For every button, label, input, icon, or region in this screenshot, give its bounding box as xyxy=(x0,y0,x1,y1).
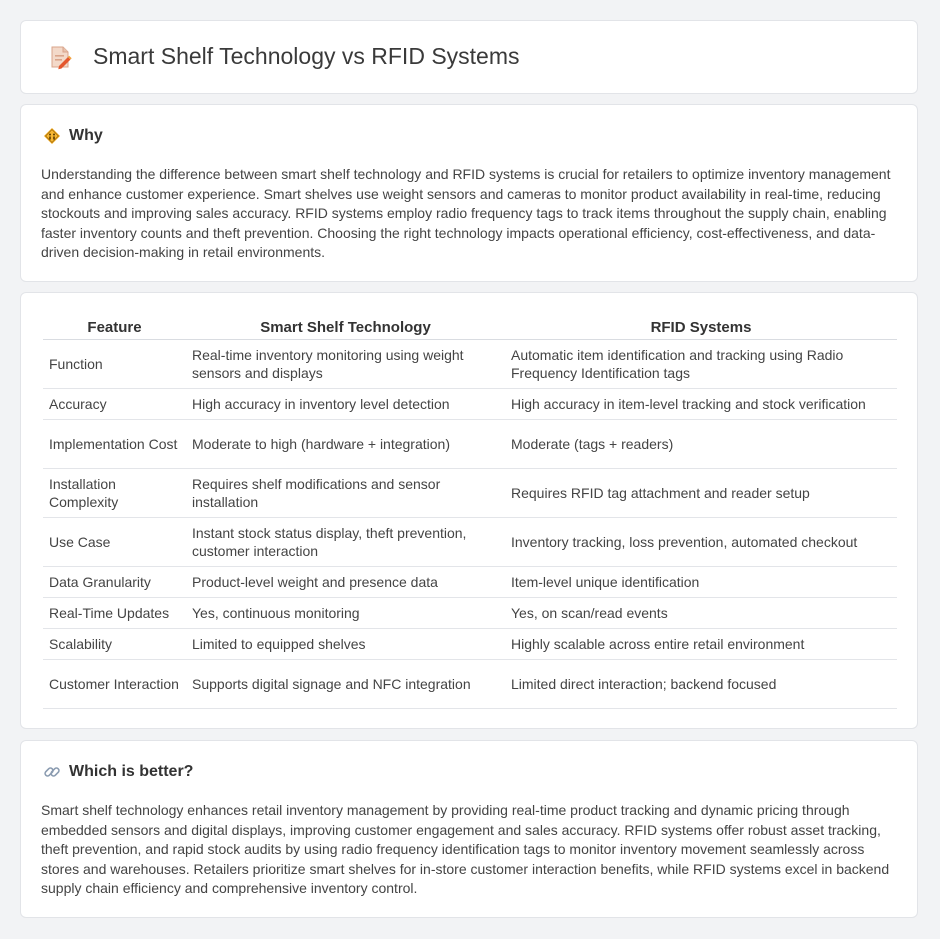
feature-cell: Customer Interaction xyxy=(43,660,186,709)
why-heading: Why xyxy=(69,127,103,144)
link-icon xyxy=(43,763,61,781)
feature-cell: Use Case xyxy=(43,518,186,567)
document-pencil-icon xyxy=(47,44,73,70)
feature-cell: Scalability xyxy=(43,629,186,660)
table-row xyxy=(43,420,897,469)
feature-cell: Accuracy xyxy=(43,389,186,420)
table-row xyxy=(43,389,897,420)
why-section xyxy=(20,104,918,282)
smart-shelf-cell: Yes, continuous monitoring xyxy=(186,598,505,629)
feature-cell: Installation Complexity xyxy=(43,469,186,518)
comparison-table xyxy=(43,315,897,709)
feature-cell: Function xyxy=(43,340,186,389)
table-row xyxy=(43,598,897,629)
column-header-rfid: RFID Systems xyxy=(505,315,897,340)
feature-cell: Implementation Cost xyxy=(43,420,186,469)
column-header-feature: Feature xyxy=(43,315,186,340)
rfid-cell: Inventory tracking, loss prevention, automated checkout xyxy=(505,518,897,567)
rfid-cell: Item-level unique identification xyxy=(505,567,897,598)
table-row xyxy=(43,518,897,567)
rfid-cell: High accuracy in item-level tracking and stock verification xyxy=(505,389,897,420)
rfid-cell: Limited direct interaction; backend focused xyxy=(505,660,897,709)
feature-cell: Data Granularity xyxy=(43,567,186,598)
smart-shelf-cell: Supports digital signage and NFC integration xyxy=(186,660,505,709)
smart-shelf-cell: Moderate to high (hardware + integration) xyxy=(186,420,505,469)
which-is-better-paragraph: Smart shelf technology enhances retail inventory management by providing real-time product tracking and dynamic pricing through embedded sensors and digital displays, improving customer engagement and sales accuracy. RFID systems offer robust asset tracking, theft prevention, and rapid stock audits by using radio frequency identification tags to monitor inventory movement seamlessly across stores and warehouses. Retailers prioritize smart shelves for in-store customer interaction benefits, while RFID systems excel in backend supply chain efficiency and comprehensive inventory control. xyxy=(41,802,890,896)
smart-shelf-cell: High accuracy in inventory level detection xyxy=(186,389,505,420)
which-is-better-heading: Which is better? xyxy=(69,763,194,780)
feature-cell: Real-Time Updates xyxy=(43,598,186,629)
page-title: Smart Shelf Technology vs RFID Systems xyxy=(93,43,520,69)
why-paragraph: Understanding the difference between smart shelf technology and RFID systems is crucial for retailers to optimize inventory management and enhance customer experience. Smart shelves use weight sensors and cameras to monitor product availability in real-time, reducing stockouts and improving sales accuracy. RFID systems employ radio frequency tags to track items throughout the supply chain, enabling faster inventory counts and theft prevention. Choosing the right technology impacts operational efficiency, cost-effectiveness, and data-driven decision-making in retail environments. xyxy=(41,166,891,260)
smart-shelf-cell: Limited to equipped shelves xyxy=(186,629,505,660)
comparison-table-card xyxy=(20,292,918,729)
diamond-sign-icon xyxy=(43,127,61,145)
table-row xyxy=(43,567,897,598)
rfid-cell: Requires RFID tag attachment and reader setup xyxy=(505,469,897,518)
smart-shelf-cell: Product-level weight and presence data xyxy=(186,567,505,598)
which-is-better-section xyxy=(20,740,918,918)
table-row xyxy=(43,660,897,709)
column-header-smart-shelf: Smart Shelf Technology xyxy=(186,315,505,340)
rfid-cell: Automatic item identification and tracking using Radio Frequency Identification tags xyxy=(505,340,897,389)
title-card xyxy=(20,20,918,94)
rfid-cell: Yes, on scan/read events xyxy=(505,598,897,629)
rfid-cell: Highly scalable across entire retail environment xyxy=(505,629,897,660)
smart-shelf-cell: Real-time inventory monitoring using weight sensors and displays xyxy=(186,340,505,389)
rfid-cell: Moderate (tags + readers) xyxy=(505,420,897,469)
table-row xyxy=(43,629,897,660)
smart-shelf-cell: Instant stock status display, theft prevention, customer interaction xyxy=(186,518,505,567)
table-row xyxy=(43,469,897,518)
smart-shelf-cell: Requires shelf modifications and sensor installation xyxy=(186,469,505,518)
table-row xyxy=(43,340,897,389)
table-header-row xyxy=(43,315,897,340)
